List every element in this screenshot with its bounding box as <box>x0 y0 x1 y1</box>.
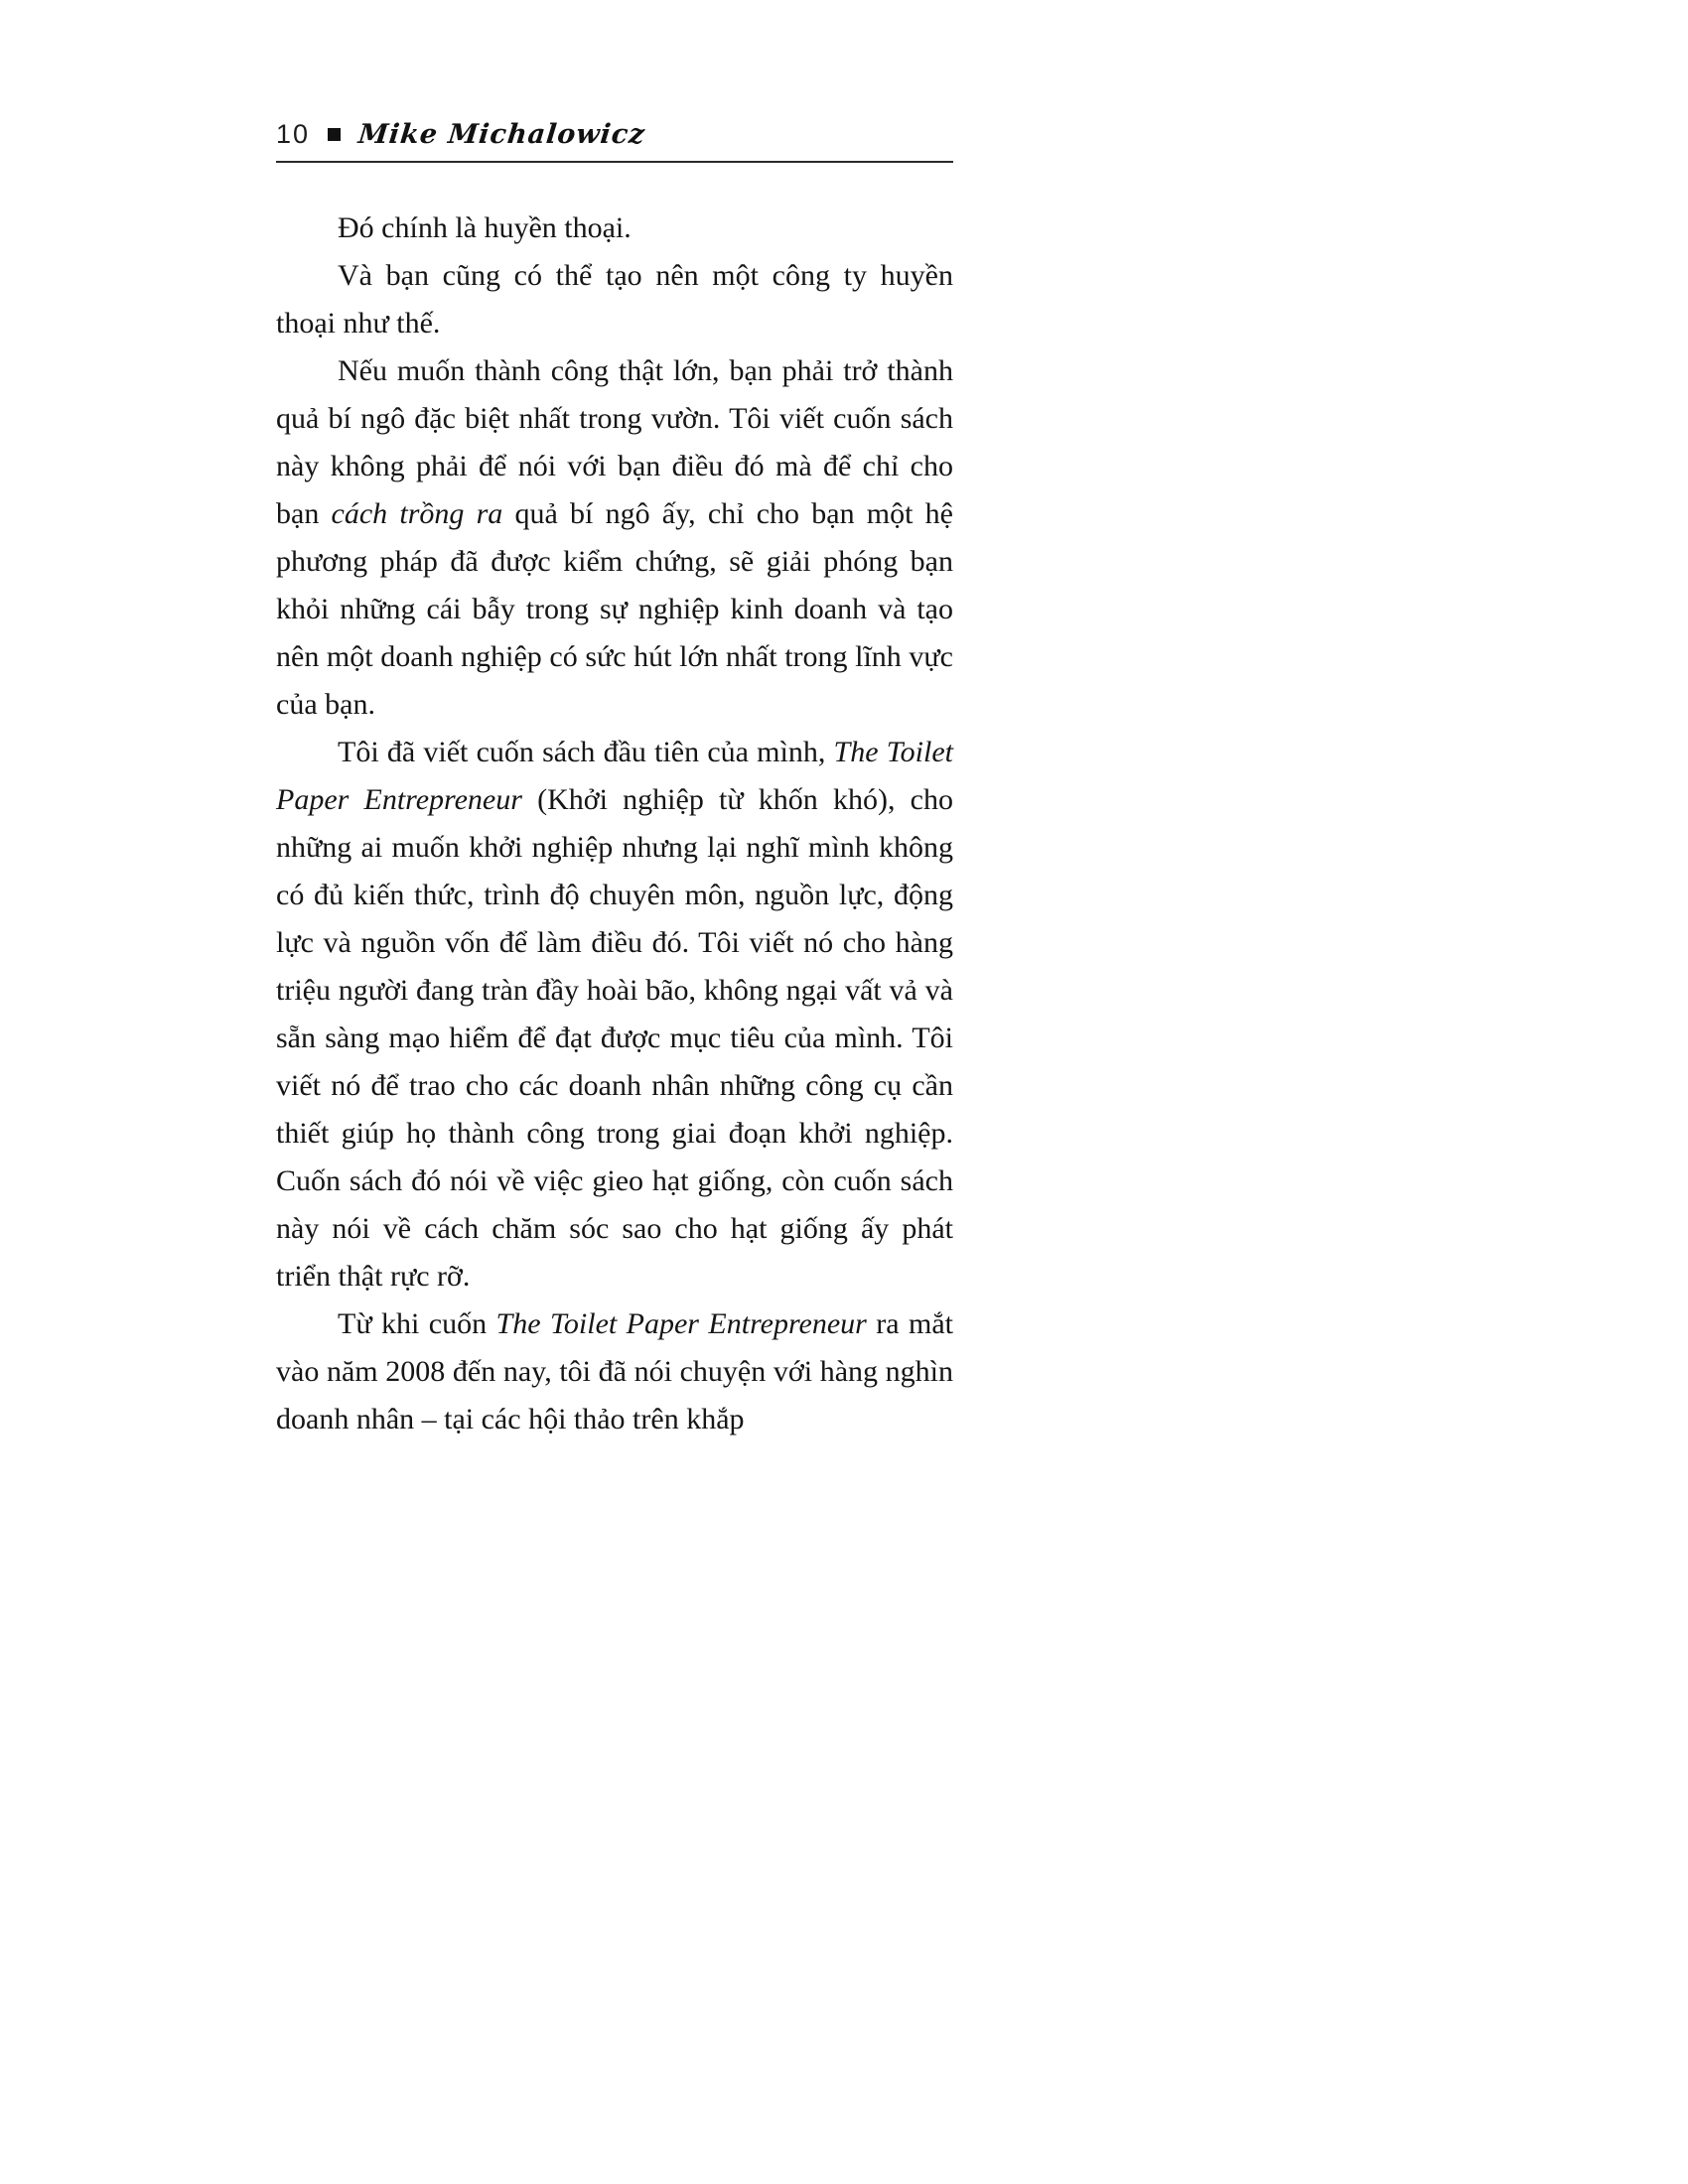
text-run: Nếu muốn thành công thật lớn, bạn phải trở thành quả bí ngô đặc biệt nhất trong vườn. Tôi viết cuốn sách này không phải để nói với bạn điều đó mà để chỉ cho bạn <box>276 354 953 530</box>
page-header <box>276 117 953 151</box>
header-divider <box>276 161 953 163</box>
paragraph-2 <box>276 252 953 347</box>
text-run: ra mắt vào năm 2008 đến nay, tôi đã nói chuyện với hàng nghìn doanh nhân – tại các hội thảo trên khắp <box>276 1307 953 1435</box>
paragraph-5 <box>276 1300 953 1443</box>
paragraph-1 <box>276 205 953 252</box>
page-number: 10 <box>276 118 311 149</box>
page-body <box>276 205 953 1443</box>
page-content <box>276 117 953 1443</box>
text-run-italic: cách trồng ra <box>331 497 503 530</box>
text-run: Và bạn cũng có thể tạo nên một công ty huyền thoại như thế. <box>276 259 953 340</box>
square-bullet-icon <box>328 128 341 141</box>
text-run: Tôi đã viết cuốn sách đầu tiên của mình, <box>338 736 834 768</box>
text-run: (Khởi nghiệp từ khốn khó), cho những ai muốn khởi nghiệp nhưng lại nghĩ mình không có đủ kiến thức, trình độ chuyên môn, nguồn lực, động lực và nguồn vốn để làm điều đó. Tôi viết nó cho hàng triệu người đang tràn đầy hoài bão, không ngại vất vả và sẵn sàng mạo hiểm để đạt được mục tiêu của mình. Tôi viết nó để trao cho các doanh nhân những công cụ cần thiết giúp họ thành công trong giai đoạn khởi nghiệp. Cuốn sách đó nói về việc gieo hạt giống, còn cuốn sách này nói về cách chăm sóc sao cho hạt giống ấy phát triển thật rực rỡ. <box>276 783 953 1293</box>
text-run-italic: The Toilet Paper Entrepreneur <box>495 1307 867 1340</box>
text-run: Đó chính là huyền thoại. <box>338 211 632 244</box>
paragraph-3 <box>276 347 953 729</box>
text-run: quả bí ngô ấy, chỉ cho bạn một hệ phương pháp đã được kiểm chứng, sẽ giải phóng bạn khỏi những cái bẫy trong sự nghiệp kinh doanh và tạo nên một doanh nghiệp có sức hút lớn nhất trong lĩnh vực của bạn. <box>276 497 953 721</box>
paragraph-4 <box>276 729 953 1300</box>
text-run-italic: The Toilet Paper Entrepreneur <box>276 736 953 816</box>
text-run: Từ khi cuốn <box>338 1307 496 1340</box>
author-name: Mike Michalowicz <box>356 118 647 150</box>
